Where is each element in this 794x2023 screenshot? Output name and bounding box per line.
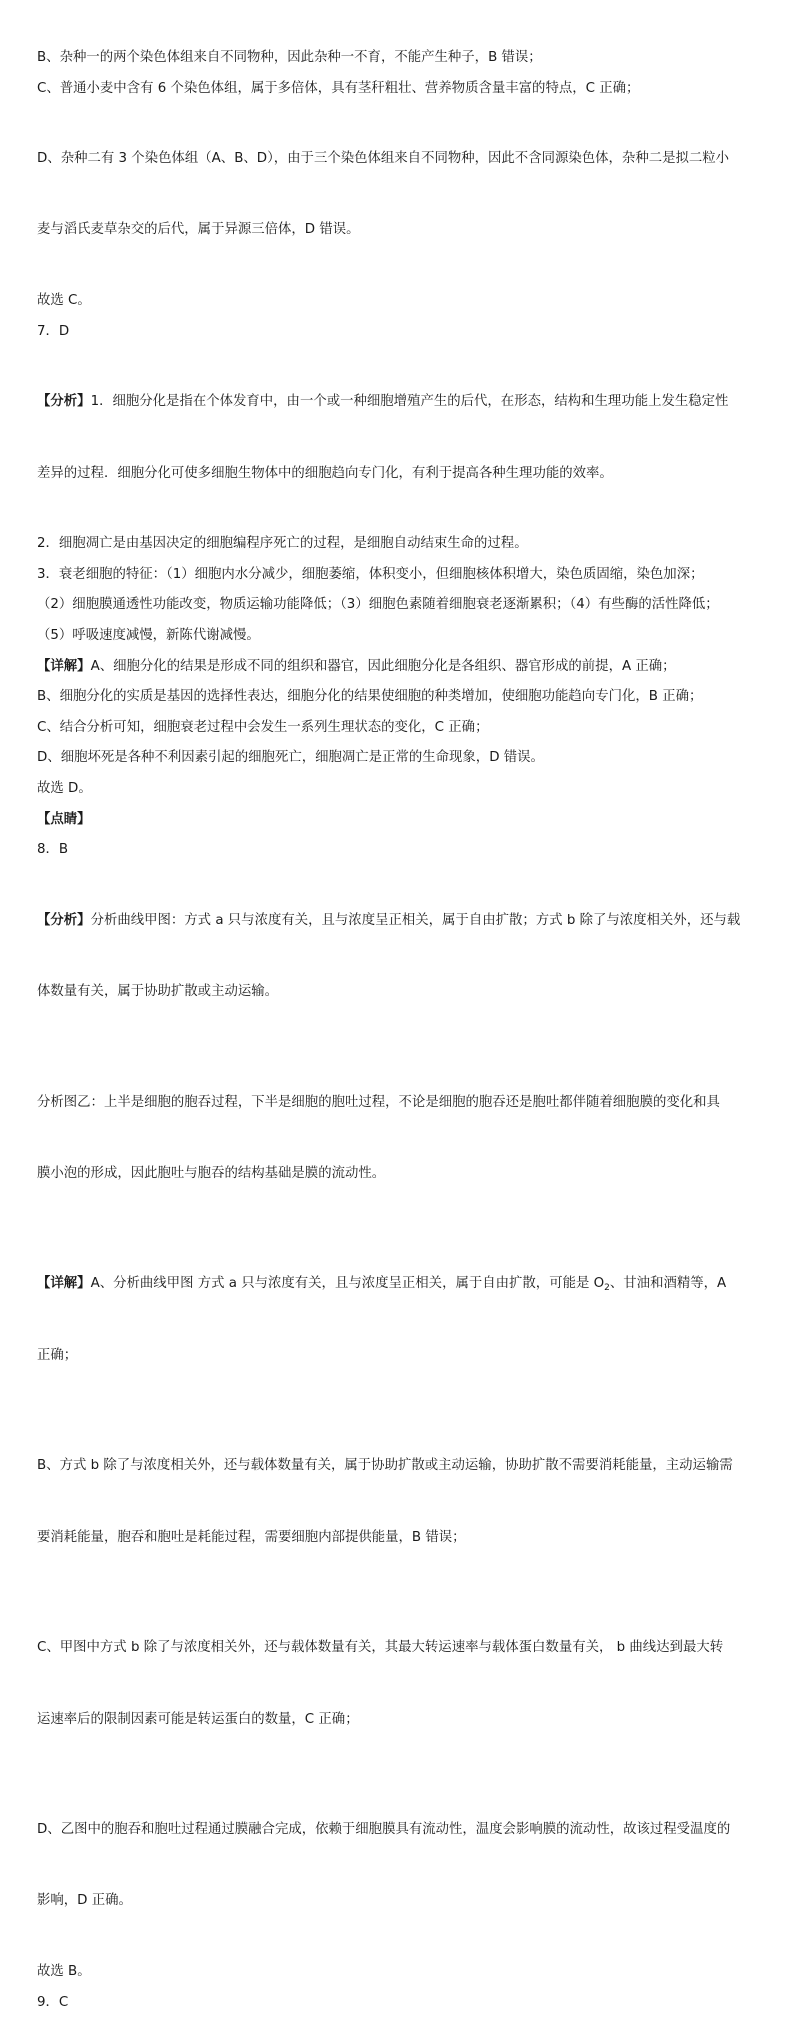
- text-paragraph: [37, 1598, 767, 1769]
- answer-explanation-page: [37, 48, 767, 2023]
- detail-paragraph: [37, 1234, 767, 1405]
- text-line: D、乙图中的胞吞和胞吐过程通过膜融合完成，依赖于细胞膜具有流动性，温度会影响膜的流动性，故该过程受温度的: [37, 1822, 731, 1838]
- text-line: C、结合分析可知，细胞衰老过程中会发生一系列生理状态的变化，C 正确；: [37, 719, 489, 735]
- text-line: （5）呼吸速度减慢，新陈代谢减慢。: [37, 627, 260, 643]
- text-line: 体数量有关，属于协助扩散或主动运输。: [37, 983, 279, 999]
- text-line: 膜小泡的形成，因此胞吐与胞吞的结构基础是膜的流动性。: [37, 1165, 386, 1181]
- text-line: [37, 392, 767, 412]
- detail-tag: 【详解】: [37, 658, 91, 674]
- text-content: 分析曲线甲图：方式 a 只与浓度有关，且与浓度呈正相关，属于自由扩散；方式 b 除了与浓度相关外，还与载: [90, 912, 741, 928]
- text-line: [37, 1274, 767, 1294]
- analysis-tag: 【分析】: [37, 912, 91, 928]
- text-line: 要消耗能量，胞吞和胞吐是耗能过程，需要细胞内部提供能量，B 错误；: [37, 1529, 466, 1545]
- text-paragraph: [37, 1053, 767, 1224]
- text-paragraph: [37, 1780, 767, 1951]
- text-line: 差异的过程．细胞分化可使多细胞生物体中的细胞趋向专门化，有利于提高各种生理功能的效率。: [37, 465, 613, 481]
- text-line: （2）细胞膜通透性功能改变，物质运输功能降低；（3）细胞色素随着细胞衰老逐渐累积；（4）有些酶的活性降低；: [37, 597, 719, 613]
- text-line: C、普通小麦中含有 6 个染色体组，属于多倍体，具有茎秆粗壮、营养物质含量丰富的特点，C 正确；: [37, 80, 640, 96]
- analysis-paragraph: [37, 352, 767, 523]
- text-line: 正确；: [37, 1347, 78, 1363]
- detail-tag: 【详解】: [37, 1276, 91, 1292]
- text-line: D、杂种二有 3 个染色体组（A、B、D），由于三个染色体组来自不同物种，因此不含同源染色体，杂种二是拟二粒小: [37, 151, 730, 167]
- text-content: 、甘油和酒精等，A: [609, 1276, 727, 1292]
- text-line: 分析图乙：上半是细胞的胞吞过程，下半是细胞的胞吐过程，不论是细胞的胞吞还是胞吐都伴随着细胞膜的变化和具: [37, 1094, 720, 1110]
- text-line: 麦与滔氏麦草杂交的后代，属于异源三倍体，D 错误。: [37, 222, 360, 238]
- text-content: A、细胞分化的结果是形成不同的组织和器官，因此细胞分化是各组织、器官形成的前提，A 正确；: [90, 658, 676, 674]
- analysis-tag: 【分析】: [37, 394, 91, 410]
- analysis-paragraph: [37, 871, 767, 1042]
- tip-tag: 【点睛】: [37, 811, 91, 827]
- text-content: 1．细胞分化是指在个体发育中，由一个或一种细胞增殖产生的后代，在形态，结构和生理功能上发生稳定性: [90, 394, 729, 410]
- question-answer-8: 8．B: [37, 842, 69, 858]
- text-content: A、分析曲线甲图 方式 a 只与浓度有关，且与浓度呈正相关，属于自由扩散，可能是 O: [90, 1276, 605, 1292]
- text-line: C、甲图中方式 b 除了与浓度相关外，还与载体数量有关，其最大转运速率与载体蛋白数量有关， b 曲线达到最大转: [37, 1640, 724, 1656]
- conclusion-line: 故选 B。: [37, 1964, 91, 1980]
- text-paragraph: [37, 1416, 767, 1587]
- conclusion-line: 故选 D。: [37, 780, 92, 796]
- text-paragraph: [37, 109, 767, 280]
- text-line: 运速率后的限制因素可能是转运蛋白的数量，C 正确；: [37, 1711, 359, 1727]
- conclusion-line: 故选 C。: [37, 293, 91, 309]
- text-line: 影响，D 正确。: [37, 1893, 132, 1909]
- question-answer-7: 7．D: [37, 323, 70, 339]
- text-line: 2．细胞凋亡是由基因决定的细胞编程序死亡的过程，是细胞自动结束生命的过程。: [37, 536, 528, 552]
- text-line: [37, 911, 767, 931]
- text-line: 3．衰老细胞的特征：（1）细胞内水分减少，细胞萎缩，体积变小，但细胞核体积增大，染色质固缩，染色加深；: [37, 566, 704, 582]
- detail-line: [37, 657, 767, 677]
- subscript: 2: [604, 1283, 610, 1294]
- text-line: B、方式 b 除了与浓度相关外，还与载体数量有关，属于协助扩散或主动运输，协助扩散不需要消耗能量，主动运输需: [37, 1458, 733, 1474]
- question-answer-9: 9．C: [37, 1994, 69, 2010]
- text-line: D、细胞坏死是各种不利因素引起的细胞死亡，细胞凋亡是正常的生命现象，D 错误。: [37, 750, 544, 766]
- text-line: B、杂种一的两个染色体组来自不同物种，因此杂种一不育，不能产生种子，B 错误；: [37, 50, 542, 65]
- text-line: B、细胞分化的实质是基因的选择性表达，细胞分化的结果使细胞的种类增加，使细胞功能趋向专门化，B 正确；: [37, 689, 703, 705]
